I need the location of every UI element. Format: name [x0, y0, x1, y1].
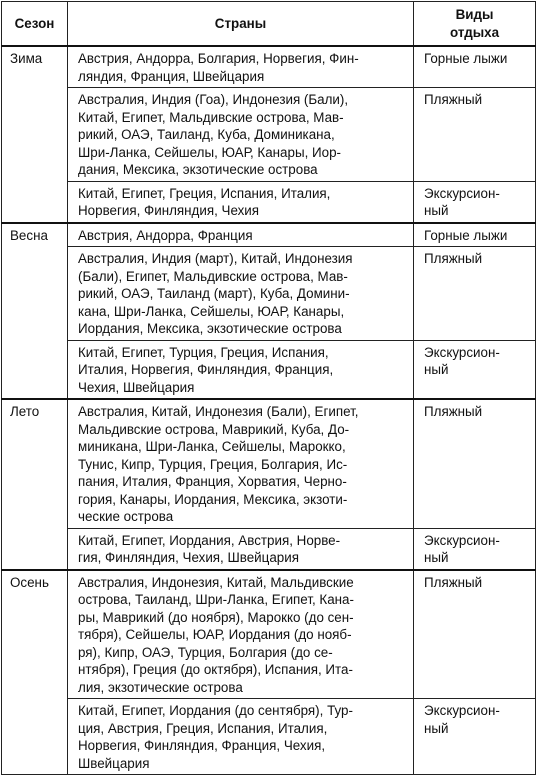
header-countries: Страны: [68, 2, 414, 47]
vacation-type-cell: Экскурсион- ный: [414, 181, 536, 223]
table-row: [2, 247, 536, 341]
vacation-type-cell: Пляжный: [414, 570, 536, 699]
table-row: [2, 570, 536, 699]
table-row: [2, 699, 536, 775]
vacation-type-cell: Пляжный: [414, 399, 536, 528]
countries-cell: Китай, Египет, Иордания, Австрия, Норве- гия, Финляндия, Чехия, Швейцария: [68, 528, 414, 570]
header-types: Виды отдыха: [414, 2, 536, 47]
table-row: [2, 399, 536, 528]
season-cell: Весна: [2, 223, 68, 400]
countries-cell: Австралия, Индия (Гоа), Индонезия (Бали), Китай, Египет, Мальдивские острова, Мав- рикий, ОАЭ, Таиланд, Куба, Доминикана, Шри-Ланка, Сейшелы, ЮАР, Канары, Иор- дания, Мексика, экзотические острова: [68, 88, 414, 182]
table-row: [2, 223, 536, 247]
countries-cell: Китай, Египет, Турция, Греция, Испания, Италия, Норвегия, Финляндия, Франция, Чехия, Швейцария: [68, 340, 414, 399]
season-cell: Лето: [2, 399, 68, 570]
season-destinations-table: [1, 1, 536, 775]
vacation-type-cell: Экскурсион- ный: [414, 340, 536, 399]
season-cell: Осень: [2, 570, 68, 775]
vacation-type-cell: Пляжный: [414, 88, 536, 182]
countries-cell: Австралия, Индия (март), Китай, Индонезия (Бали), Египет, Мальдивские острова, Мав- рикий, ОАЭ, Таиланд (март), Куба, Домини- кана, Шри-Ланка, Сейшелы, ЮАР, Канары, Иордания, Мексика, экзотические острова: [68, 247, 414, 341]
table-row: [2, 46, 536, 88]
countries-cell: Китай, Египет, Иордания (до сентября), Тур- ция, Австрия, Греция, Испания, Италия, Норвегия, Финляндия, Франция, Чехия, Швейцария: [68, 699, 414, 775]
countries-cell: Австралия, Китай, Индонезия (Бали), Египет, Мальдивские острова, Маврикий, Куба, До- миникана, Шри-Ланка, Сейшелы, Марокко, Тунис, Кипр, Турция, Греция, Болгария, Ис- пания, Италия, Франция, Хорватия, Черно- гория, Канары, Иордания, Мексика, экзоти- ческие острова: [68, 399, 414, 528]
vacation-type-cell: Горные лыжи: [414, 46, 536, 88]
table-row: [2, 340, 536, 399]
vacation-type-cell: Экскурсион- ный: [414, 528, 536, 570]
countries-cell: Австралия, Индонезия, Китай, Мальдивские острова, Таиланд, Шри-Ланка, Египет, Кана- ры, Маврикий (до ноября), Марокко (до сен- тября), Сейшелы, ЮАР, Иордания (до нояб- ря), Кипр, ОАЭ, Турция, Болгария (до се- нтября), Греция (до октября), Испания, Ита- лия, экзотические острова: [68, 570, 414, 699]
countries-cell: Австрия, Андорра, Франция: [68, 223, 414, 247]
countries-cell: Австрия, Андорра, Болгария, Норвегия, Фин- ляндия, Франция, Швейцария: [68, 46, 414, 88]
table-row: [2, 528, 536, 570]
vacation-type-cell: Пляжный: [414, 247, 536, 341]
header-row: [2, 2, 536, 47]
vacation-type-cell: Экскурсион- ный: [414, 699, 536, 775]
table-row: [2, 88, 536, 182]
header-season: Сезон: [2, 2, 68, 47]
table-row: [2, 181, 536, 223]
vacation-type-cell: Горные лыжи: [414, 223, 536, 247]
season-cell: Зима: [2, 46, 68, 223]
countries-cell: Китай, Египет, Греция, Испания, Италия, Норвегия, Финляндия, Чехия: [68, 181, 414, 223]
